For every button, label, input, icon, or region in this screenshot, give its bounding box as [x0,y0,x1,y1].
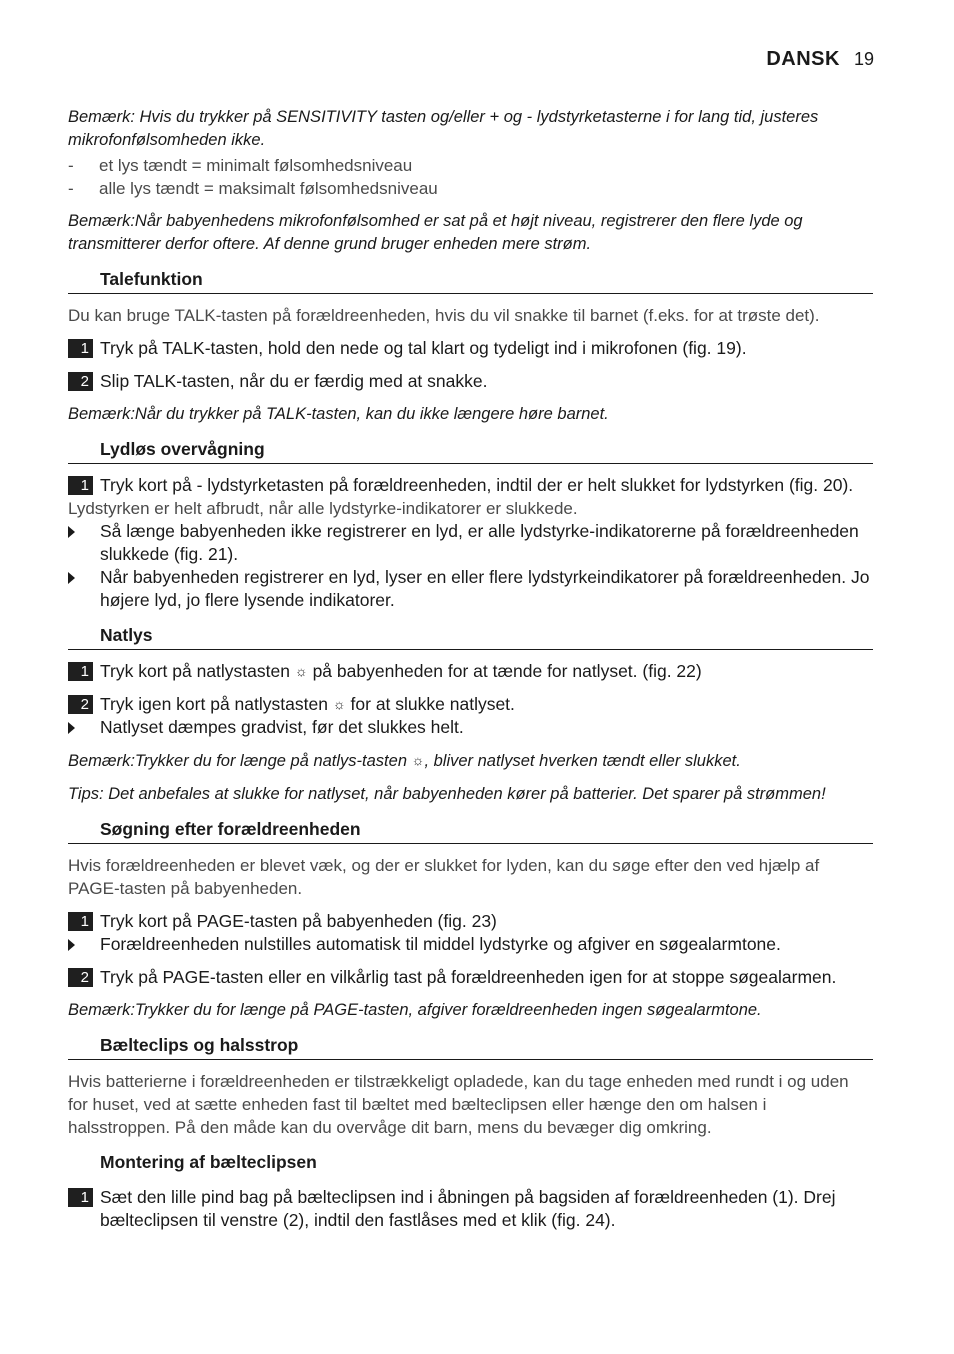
step-item [68,910,873,933]
page-content [68,106,873,1242]
step-text: Sæt den lille pind bag på bælteclipsen ind i åbningen på bagsiden af forældreenheden (1). Drej bælteclipsen til venstre (2), indtil den fastlåses med et klik (fig. 24). [100,1187,836,1230]
step-text: Tryk kort på - lydstyrketasten på forældreenheden, indtil der er helt slukket for lydstyrken (fig. 20). [100,475,854,495]
list-item-text: et lys tændt = minimalt følsomhedsniveau [99,156,413,175]
note-talk: Bemærk:Når du trykker på TALK-tasten, kan du ikke længere høre barnet. [68,405,609,423]
note-nightlight [68,749,873,773]
step-number: 1 [68,662,93,681]
nightlight-sun-icon: ☼ [411,752,425,768]
step-text: Tryk på PAGE-tasten eller en vilkårlig tast på forældreenheden igen for at stoppe søgealarmen. [100,967,837,987]
step-text-before: Tryk igen kort på natlystasten [100,694,328,714]
step-number: 1 [68,476,93,495]
paging-intro: Hvis forældreenheden er blevet væk, og der er slukket for lyden, kan du søge efter den ved hjælp af PAGE-tasten på babyenheden. [68,856,820,898]
bullet-item [68,566,873,612]
bullet-text: Natlyset dæmpes gradvist, før det slukkes helt. [100,717,464,737]
nightlight-sun-icon: ☼ [332,696,346,712]
step-number: 2 [68,372,93,391]
list-item [68,177,873,200]
bullet-triangle-icon [68,572,75,584]
talk-intro: Du kan bruge TALK-tasten på forældreenheden, hvis du vil snakke til barnet (f.eks. for at trøste det). [68,306,820,325]
page-number: 19 [853,49,874,69]
step-number: 1 [68,912,93,931]
step-item [68,370,873,393]
step-item [68,693,873,716]
bullet-triangle-icon [68,722,75,734]
list-item-text: alle lys tændt = maksimalt følsomhedsniveau [99,179,438,198]
bullet-text: Så længe babyenheden ikke registrerer en lyd, er alle lydstyrke-indikatorerne på forældreenheden slukkede (fig. 21). [100,521,859,564]
tip-nightlight: Tips: Det anbefales at slukke for natlyset, når babyenheden kører på batterier. Det sparer på strømmen! [68,785,826,803]
step-item [68,474,873,497]
silent-info: Lydstyrken er helt afbrudt, når alle lydstyrke-indikatorer er slukkede. [68,499,578,518]
step-item [68,966,873,989]
section-heading-nightlight: Natlys [68,622,873,650]
step-text: Slip TALK-tasten, når du er færdig med at snakke. [100,371,488,391]
section-heading-silent-monitoring: Lydløs overvågning [68,436,873,464]
step-text-before: Tryk kort på natlystasten [100,661,290,681]
step-text: Tryk kort på PAGE-tasten på babyenheden (fig. 23) [100,911,497,931]
step-text-after: for at slukke natlyset. [350,694,515,714]
step-text-after: på babyenheden for at tænde for natlyset. (fig. 22) [312,661,702,681]
bullet-item [68,933,873,956]
step-item [68,660,873,683]
step-text: Tryk på TALK-tasten, hold den nede og tal klart og tydeligt ind i mikrofonen (fig. 19). [100,338,747,358]
note-text-before: Bemærk:Trykker du for længe på natlys-tasten [68,752,407,770]
dash-marker: - [68,156,74,175]
step-number: 1 [68,339,93,358]
section-heading-talk: Talefunktion [68,266,873,294]
step-item [68,1186,873,1232]
subheading-beltclip-mounting: Montering af bælteclipsen [100,1152,317,1172]
language-label: DANSK [766,48,840,70]
list-item [68,154,873,177]
bullet-item [68,716,873,739]
section-heading-beltclip: Bælteclips og halsstrop [68,1032,873,1060]
dash-marker: - [68,179,74,198]
step-number: 2 [68,695,93,714]
step-number: 2 [68,968,93,987]
section-heading-paging: Søgning efter forældreenheden [68,816,873,844]
bullet-triangle-icon [68,939,75,951]
page-header [766,48,874,71]
note-microphone-sensitivity: Bemærk:Når babyenhedens mikrofonfølsomhed er sat på et højt niveau, registrerer den flere lyde og transmitterer derfor oftere. Af denne grund bruger enheden mere strøm. [68,212,803,253]
note-sensitivity: Bemærk: Hvis du trykker på SENSITIVITY tasten og/eller + og - lydstyrketasterne i for lang tid, justeres mikrofonfølsomheden ikke. [68,108,819,149]
nightlight-sun-icon: ☼ [294,663,308,679]
beltclip-intro: Hvis batterierne i forældreenheden er tilstrækkeligt opladede, kan du tage enheden med rundt i og uden for huset, ved at sætte enheden fast til bæltet med bælteclipsen eller hænge den om halsen i halsstroppen. På den måde kan du overvåge dit barn, mens du bevæger dig omkring. [68,1072,849,1137]
note-paging: Bemærk:Trykker du for længe på PAGE-tasten, afgiver forældreenheden ingen søgealarmtone. [68,1001,762,1019]
note-text-after: , bliver natlyset hverken tændt eller slukket. [424,752,741,770]
step-number: 1 [68,1188,93,1207]
bullet-triangle-icon [68,526,75,538]
sensitivity-levels-list [68,154,873,200]
bullet-text: Forældreenheden nulstilles automatisk til middel lydstyrke og afgiver en søgealarmtone. [100,934,781,954]
bullet-text: Når babyenheden registrerer en lyd, lyser en eller flere lydstyrkeindikatorer på forældreenheden. Jo højere lyd, jo flere lysende indikatorer. [100,567,870,610]
step-item [68,337,873,360]
bullet-item [68,520,873,566]
